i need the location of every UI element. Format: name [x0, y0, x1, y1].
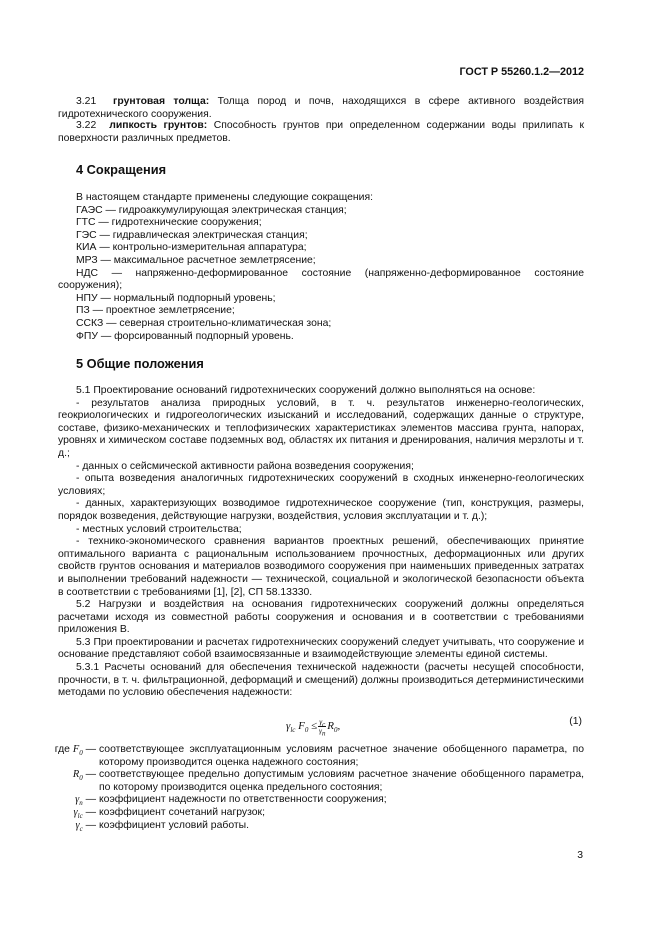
section-5-title: 5 Общие положения	[76, 356, 204, 371]
bullet-item: - технико-экономического сравнения вариантов проектных решений, обеспечивающих принятие оптимального варианта с рациональным использованием прочностных, деформационных или других свойств грунтов основания и материалов возводимого сооружения при наименьших приведенных затратах и выполнении требований надежности — технической, социальной и экологической безопасности объекта в соответствии с требованиями [1], [2], СП 58.13330.	[58, 536, 584, 598]
bullet-item: - местных условий строительства;	[76, 523, 242, 535]
formula-expression: $\gamma_{lc}$ $F_0$ ≤ $\frac{\gamma_c}{\gamma_n}$ $R_0$,	[286, 717, 341, 738]
bullet-item: - результатов анализа природных условий, в т. ч. результатов инженерно-геологических, геокриологических и гидрогеологических изысканий и исследований, содержащих данные о структуре, составе, физико-механических и теплофизических характеристиках элементов массива грунта, напорах, уровнях и химическом составе подземных вод, областях их питания и дренирования, наличия мерзлоты и т. д.;	[58, 397, 584, 459]
list-item: ФПУ — форсированный подпорный уровень.	[76, 330, 294, 342]
definition-row: $\gamma_n$ — коэффициент надежности по ответственности сооружения;	[75, 794, 387, 808]
paragraph-5-1: 5.1 Проектирование оснований гидротехнических сооружений должно выполняться на основе:	[76, 385, 536, 396]
page-number: 3	[577, 850, 583, 861]
definition-row: $\gamma_c$ — коэффициент условий работы.	[75, 819, 249, 833]
paragraph-5-3: 5.3 При проектировании и расчетах гидротехнических сооружений следует учитывать, что сооружение и основание представляют собой взаимосвязанные и взаимодействующие элементы единой системы.	[58, 636, 584, 661]
term-3-22: 3.22 липкость грунтов: Способность грунтов при определенном содержании воды прилипать к поверхности различных предметов.	[58, 120, 584, 144]
list-item: НДС — напряженно-деформированное состояние (напряженно-деформированное состояние сооружения);	[58, 267, 584, 292]
list-item: КИА — контрольно-измерительная аппаратура;	[76, 242, 307, 254]
document-code: ГОСТ Р 55260.1.2—2012	[459, 66, 584, 78]
section-4-title: 4 Сокращения	[76, 162, 167, 177]
formula-definitions	[48, 744, 584, 832]
list-item: НПУ — нормальный подпорный уровень;	[76, 292, 276, 304]
abbreviations-list	[58, 192, 584, 343]
formula-number: (1)	[569, 716, 582, 727]
list-item: ССКЗ — северная строительно-климатическая зона;	[76, 317, 332, 329]
definition-row: $\gamma_{lc}$ — коэффициент сочетаний нагрузок;	[73, 806, 265, 821]
term-3-21: 3.21 грунтовая толща: Толща пород и почв, находящихся в сфере активного воздействия гидротехнического сооружения.	[58, 96, 585, 120]
list-item: ГТС — гидротехнические сооружения;	[76, 217, 262, 229]
formula-1	[58, 714, 584, 740]
paragraph-5-2: 5.2 Нагрузки и воздействия на основания гидротехнических сооружений должны определяться расчетами исходя из совместной работы сооружения и основания и в соответствии с требованиями приложения В.	[58, 599, 584, 636]
definition-row: где $F_0$ — соответствующее эксплуатационным условиям расчетное значение обобщенного параметра, по которому производится оценка надежного состояния;	[54, 744, 584, 768]
bullet-item: - данных о сейсмической активности района возведения сооружения;	[76, 460, 414, 472]
bullet-item: - данных, характеризующих возводимое гидротехническое сооружение (тип, конструкция, размеры, порядок возведения, действующие нагрузки, воздействия, условия эксплуатации и т. д.);	[58, 498, 584, 522]
bullet-item: - опыта возведения аналогичных гидротехнических сооружений в сходных инженерно-геологических условиях;	[58, 473, 584, 497]
list-item: ПЗ — проектное землетрясение;	[76, 305, 235, 317]
paragraph-5-3-1: 5.3.1 Расчеты оснований для обеспечения технической надежности (расчеты несущей способности, прочности, в т. ч. фильтрационной, деформаций и смещений) должны производиться детерминистическими методами по условию обеспечения надежности:	[58, 662, 584, 699]
list-item: МРЗ — максимальное расчетное землетрясение;	[76, 254, 316, 266]
section-5-body	[58, 385, 584, 700]
definition-row: $R_0$ — соответствующее предельно допустимым условиям расчетное значение обобщенного параметра, по которому производится оценка предельного состояния;	[72, 769, 584, 793]
list-item: ГЭС — гидравлическая электрическая станция;	[76, 229, 308, 241]
abbreviations-intro: В настоящем стандарте применены следующие сокращения:	[76, 192, 373, 203]
list-item: ГАЭС — гидроаккумулирующая электрическая станция;	[76, 204, 347, 216]
